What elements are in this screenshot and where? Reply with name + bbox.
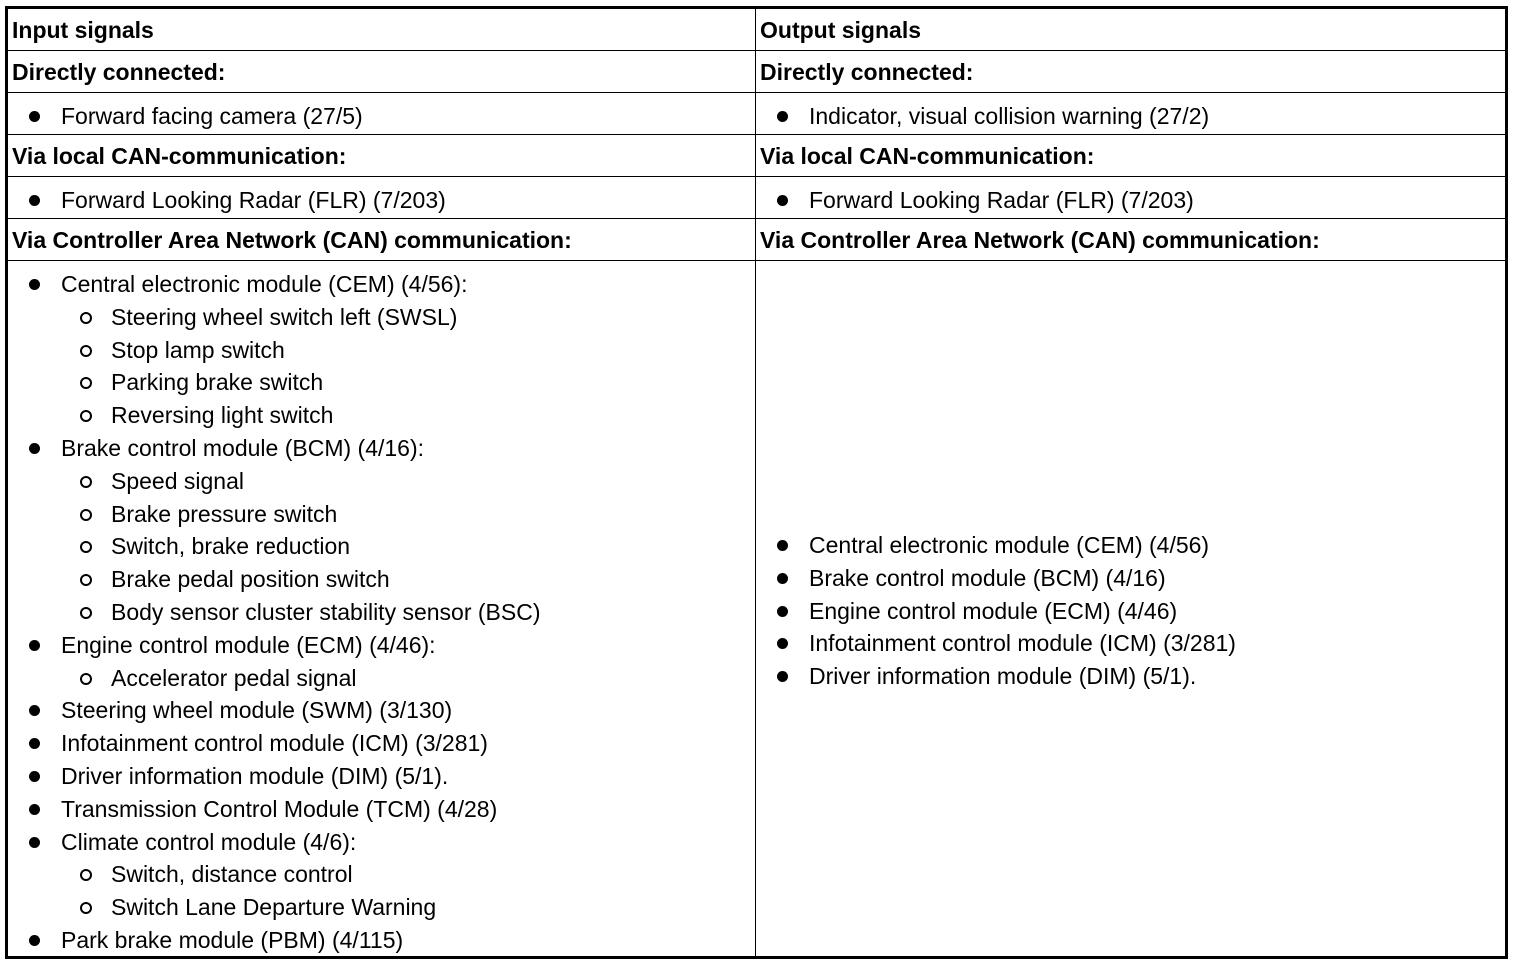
output-local-can-cell (756, 177, 1505, 218)
sub-list-item: Body sensor cluster stability sensor (BSC) (8, 596, 755, 629)
sub-list-item: Brake pedal position switch (8, 563, 755, 596)
section-item-row (8, 177, 1505, 219)
signals-table (5, 6, 1508, 959)
list-item: Driver information module (DIM) (5/1). (8, 760, 755, 793)
list-item: Central electronic module (CEM) (4/56): (8, 268, 755, 301)
input-local-can-cell (8, 177, 756, 218)
output-direct-heading: Directly connected: (760, 59, 974, 85)
input-local-can-heading: Via local CAN-communication: (8, 135, 756, 176)
list-item: Indicator, visual collision warning (27/2) (756, 100, 1505, 133)
input-can-heading: Via Controller Area Network (CAN) communication: (8, 219, 756, 260)
input-direct-cell (8, 93, 756, 134)
list-item: Engine control module (ECM) (4/46): (8, 629, 755, 662)
list-item: Transmission Control Module (TCM) (4/28) (8, 793, 755, 826)
list-item: Brake control module (BCM) (4/16): (8, 432, 755, 465)
output-can-cell (756, 261, 1505, 959)
list-item: Driver information module (DIM) (5/1). (756, 660, 1505, 693)
section-heading-row (8, 135, 1505, 177)
list-item: Forward Looking Radar (FLR) (7/203) (756, 184, 1505, 217)
sub-list-item: Switch, brake reduction (8, 530, 755, 563)
sub-list-item: Switch, distance control (8, 858, 755, 891)
input-direct-heading: Directly connected: (8, 51, 756, 92)
sub-list-item: Parking brake switch (8, 366, 755, 399)
list-item: Central electronic module (CEM) (4/56) (756, 529, 1505, 562)
list-item: Forward Looking Radar (FLR) (7/203) (8, 184, 755, 217)
output-direct-cell (756, 93, 1505, 134)
list-item: Park brake module (PBM) (4/115) (8, 924, 755, 957)
list-item: Steering wheel module (SWM) (3/130) (8, 694, 755, 727)
sub-list-item: Brake pressure switch (8, 498, 755, 531)
section-heading-row (8, 51, 1505, 93)
section-heading-row (8, 219, 1505, 261)
sub-list-item: Accelerator pedal signal (8, 662, 755, 695)
sub-list-item: Stop lamp switch (8, 334, 755, 367)
sub-list-item: Steering wheel switch left (SWSL) (8, 301, 755, 334)
input-signals-header: Input signals (8, 9, 756, 50)
list-item: Infotainment control module (ICM) (3/281) (8, 727, 755, 760)
output-signals-header: Output signals (760, 17, 921, 43)
output-can-heading: Via Controller Area Network (CAN) communication: (760, 227, 1320, 253)
list-item: Forward facing camera (27/5) (8, 100, 755, 133)
sub-list-item: Switch Lane Departure Warning (8, 891, 755, 924)
input-can-cell (8, 261, 756, 959)
table-header-row (8, 9, 1505, 51)
can-output-list (756, 529, 1505, 693)
can-items-row (8, 261, 1505, 959)
list-item: Brake control module (BCM) (4/16) (756, 562, 1505, 595)
sub-list-item: Reversing light switch (8, 399, 755, 432)
list-item: Engine control module (ECM) (4/46) (756, 595, 1505, 628)
section-item-row (8, 93, 1505, 135)
list-item: Infotainment control module (ICM) (3/281) (756, 627, 1505, 660)
list-item: Climate control module (4/6): (8, 826, 755, 859)
output-local-can-heading: Via local CAN-communication: (760, 143, 1095, 169)
can-input-list (8, 268, 755, 957)
sub-list-item: Speed signal (8, 465, 755, 498)
